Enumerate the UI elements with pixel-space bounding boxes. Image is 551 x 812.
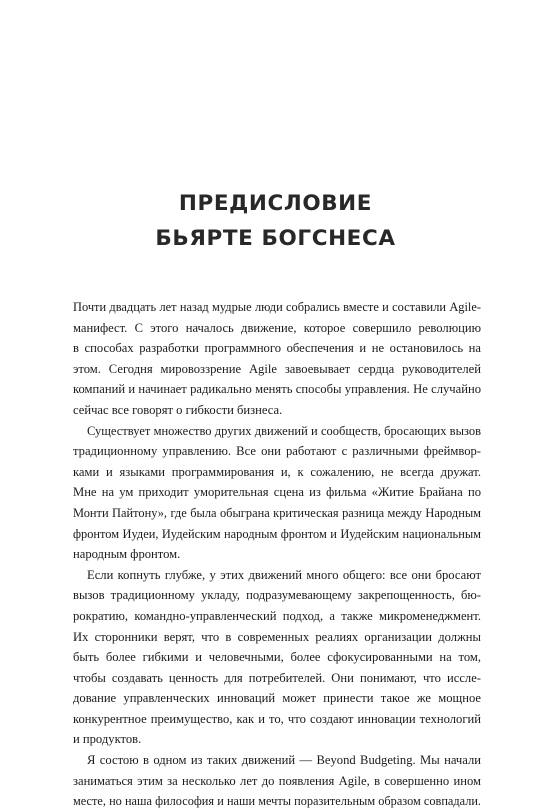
text-line: Я состою в одном из таких движений — Beyond Budgeting. Мы начали [87, 753, 481, 768]
text-line: традиционному управлению. Все они работают с различными фреймвор- [73, 444, 481, 459]
text-line: месте, но наша философия и наши мечты поразительным образом совпадали. [73, 794, 481, 809]
paragraph-1 [73, 297, 481, 421]
text-line: быть более гибкими и человечными, более сфокусированными на том, [73, 650, 481, 665]
text-line: чтобы создавать ценность для потребителей. Они понимают, что иссле- [73, 670, 481, 685]
text-line: компаний и начинает радикально менять способы управления. Не случайно [73, 382, 481, 397]
text-line: в способах разработки программного обеспечения и не остановилось на [73, 341, 481, 356]
text-line: народным фронтом. [73, 547, 181, 562]
text-line: и продуктов. [73, 732, 142, 747]
text-line: дование управленческих инноваций может принести такое же мощное [73, 691, 481, 706]
text-line: Если копнуть глубже, у этих движений много общего: все они бросают [87, 567, 481, 582]
text-line: сейчас все говорят о гибкости бизнеса. [73, 402, 283, 417]
text-line: Их сторонники верят, что в современных реалиях организации должны [73, 629, 481, 644]
title-line-2: БЬЯРТЕ БОГСНЕСА [155, 226, 396, 251]
text-line: манифест. С этого началось движение, которое совершило революцию [73, 320, 481, 335]
body-text [73, 297, 481, 812]
paragraph-4 [73, 750, 481, 812]
text-line: ками и языками программирования и, к сожалению, не всегда дружат. [73, 464, 481, 479]
page-title [0, 186, 551, 256]
title-line-1: ПРЕДИСЛОВИЕ [178, 191, 373, 216]
text-line: рократию, командно-управленческий подход, а также микроменеджмент. [73, 608, 481, 623]
text-line: этом. Сегодня мировоззрение Agile завоевывает сердца руководителей [73, 361, 481, 376]
text-line: Мне на ум приходит уморительная сцена из фильма «Житие Брайана по [73, 485, 481, 500]
paragraph-3 [73, 565, 481, 750]
text-line: Существует множество других движений и сообществ, бросающих вызов [87, 423, 481, 438]
text-line: заниматься этим за несколько лет до появления Agile, в совершенно ином [73, 773, 481, 788]
paragraph-2 [73, 421, 481, 565]
text-line: конкурентное преимущество, как и то, что создают инновации технологий [73, 711, 481, 726]
text-line: вызов традиционному укладу, подразумевающему закрепощенность, бю- [73, 588, 481, 603]
text-line: фронтом Иудеи, Иудейским народным фронтом и Иудейским национальным [73, 526, 481, 541]
text-line: Монти Пайтону», где была обыграна критическая разница между Народным [73, 505, 481, 520]
text-line: Почти двадцать лет назад мудрые люди собрались вместе и составили Agile- [73, 300, 481, 314]
